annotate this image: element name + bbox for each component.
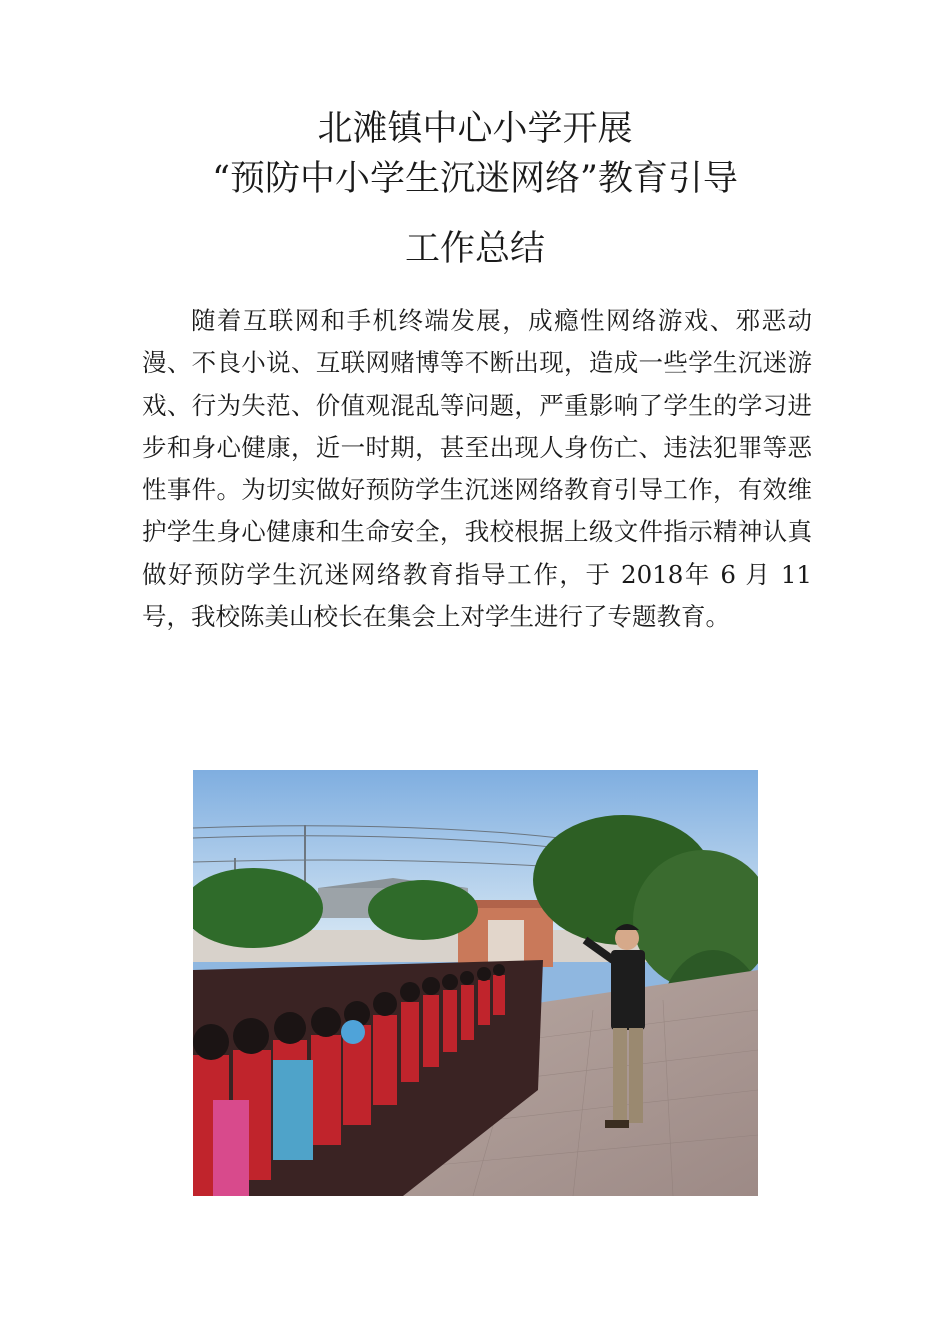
document-title-line-3: 工作总结 [404, 229, 545, 269]
assembly-photo-illustration [193, 770, 758, 1196]
assembly-photo [193, 770, 758, 1196]
document-title-line-1: 北滩镇中心小学开展 [317, 109, 633, 149]
body-paragraph: 随着互联网和手机终端发展，成瘾性网络游戏、邪恶动漫、不良小说、互联网赌博等不断出现，造成一些学生沉迷游戏、行为失范、价值观混乱等问题，严重影响了学生的学习进步和身心健康，近一时期，甚至出现人身伤亡、违法犯罪等恶性事件。为切实做好预防学生沉迷网络教育引导工作，有效维护学生身心健康和生命安全，我校根据上级文件指示精神认真做好预防学生沉迷网络教育指导工作，于 2018年 6 月 11 号，我校陈美山校长在集会上对学生进行了专题教育。 [142, 306, 812, 632]
document-title-line-2: “预防中小学生沉迷网络”教育引导 [212, 159, 738, 199]
